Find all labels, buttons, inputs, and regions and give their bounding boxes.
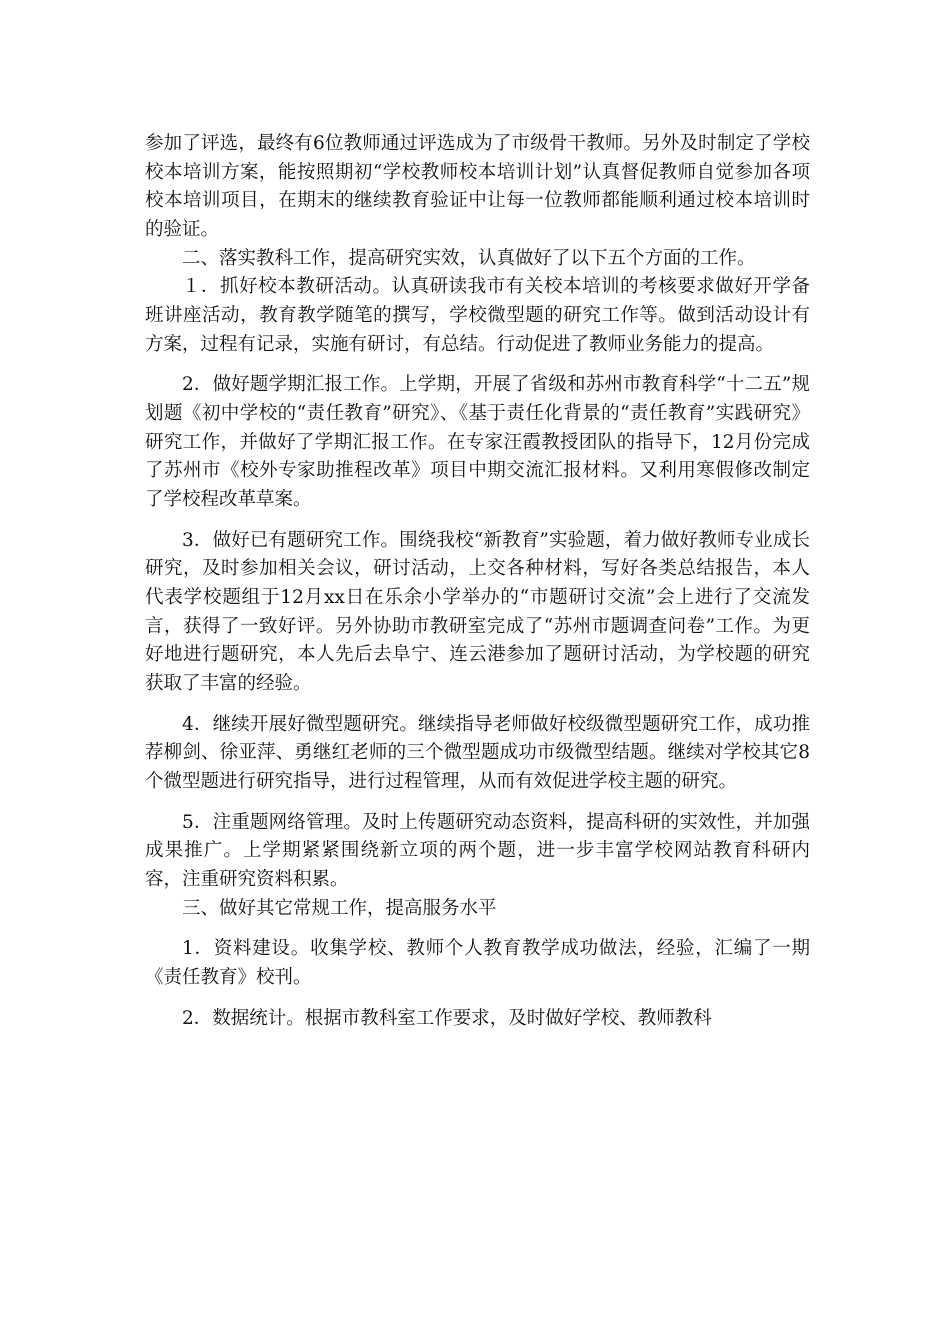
heading-section-two: 二、落实教科工作，提高研究实效，认真做好了以下五个方面的工作。 xyxy=(182,247,756,269)
heading-section-three: 三、做好其它常规工作，提高服务水平 xyxy=(182,897,497,919)
paragraph-item-4: 4．继续开展好微型题研究。继续指导老师做好校级微型题研究工作，成功推荐柳剑、徐亚萍、勇继红老师的三个微型题成功市级微型结题。继续对学校其它8个微型题进行研究指导，进行过程管理，从而有效促进学校主题的研究。 xyxy=(145,713,810,793)
paragraph-data-statistics: 2．数据统计。根据市教科室工作要求，及时做好学校、教师教科 xyxy=(182,1007,712,1029)
paragraph-item-1: １．抓好校本教研活动。认真研读我市有关校本培训的考核要求做好开学备班讲座活动，教育教学随笔的撰写，学校微型题的研究工作等。做到活动设计有方案，过程有记录，实施有研讨，有总结。行动促进了教师业务能力的提高。 xyxy=(145,276,810,355)
paragraph-item-3: 3．做好已有题研究工作。围绕我校“新教育”实验题，着力做好教师专业成长研究，及时参加相关会议，研讨活动，上交各种材料，写好各类总结报告，本人代表学校题组于12月xx日在乐余小学举办的“市题研讨交流”会上进行了交流发言，获得了一致好评。另外协助市教研室完成了“苏州市题调查问卷”工作。为更好地进行题研究，本人先后去阜宁、连云港参加了题研讨活动，为学校题的研究获取了丰富的经验。 xyxy=(145,529,810,695)
document-body xyxy=(145,130,810,1033)
paragraph-item-2: 2．做好题学期汇报工作。上学期，开展了省级和苏州市教育科学“十二五”规划题《初中学校的“责任教育”研究》、《基于责任化背景的“责任教育”实践研究》研究工作，并做好了学期汇报工作。在专家汪霞教授团队的指导下，12月份完成了苏州市《校外专家助推程改革》项目中期交流汇报材料。又利用寒假修改制定了学校程改革草案。 xyxy=(145,374,810,511)
paragraph-item-5: 5．注重题网络管理。及时上传题研究动态资料，提高科研的实效性，并加强成果推广。上学期紧紧围绕新立项的两个题，进一步丰富学校网站教育科研内容，注重研究资料积累。 xyxy=(145,811,810,891)
paragraph-resource-building: 1．资料建设。收集学校、教师个人教育教学成功做法，经验，汇编了一期《责任教育》校刊。 xyxy=(145,938,810,989)
paragraph-training: 参加了评选，最终有6位教师通过评选成为了市级骨干教师。另外及时制定了学校校本培训方案，能按照期初“学校教师校本培训计划”认真督促教师自觉参加各项校本培训项目，在期末的继续教育验证中让每一位教师都能顺利通过校本培训时的验证。 xyxy=(145,133,810,241)
